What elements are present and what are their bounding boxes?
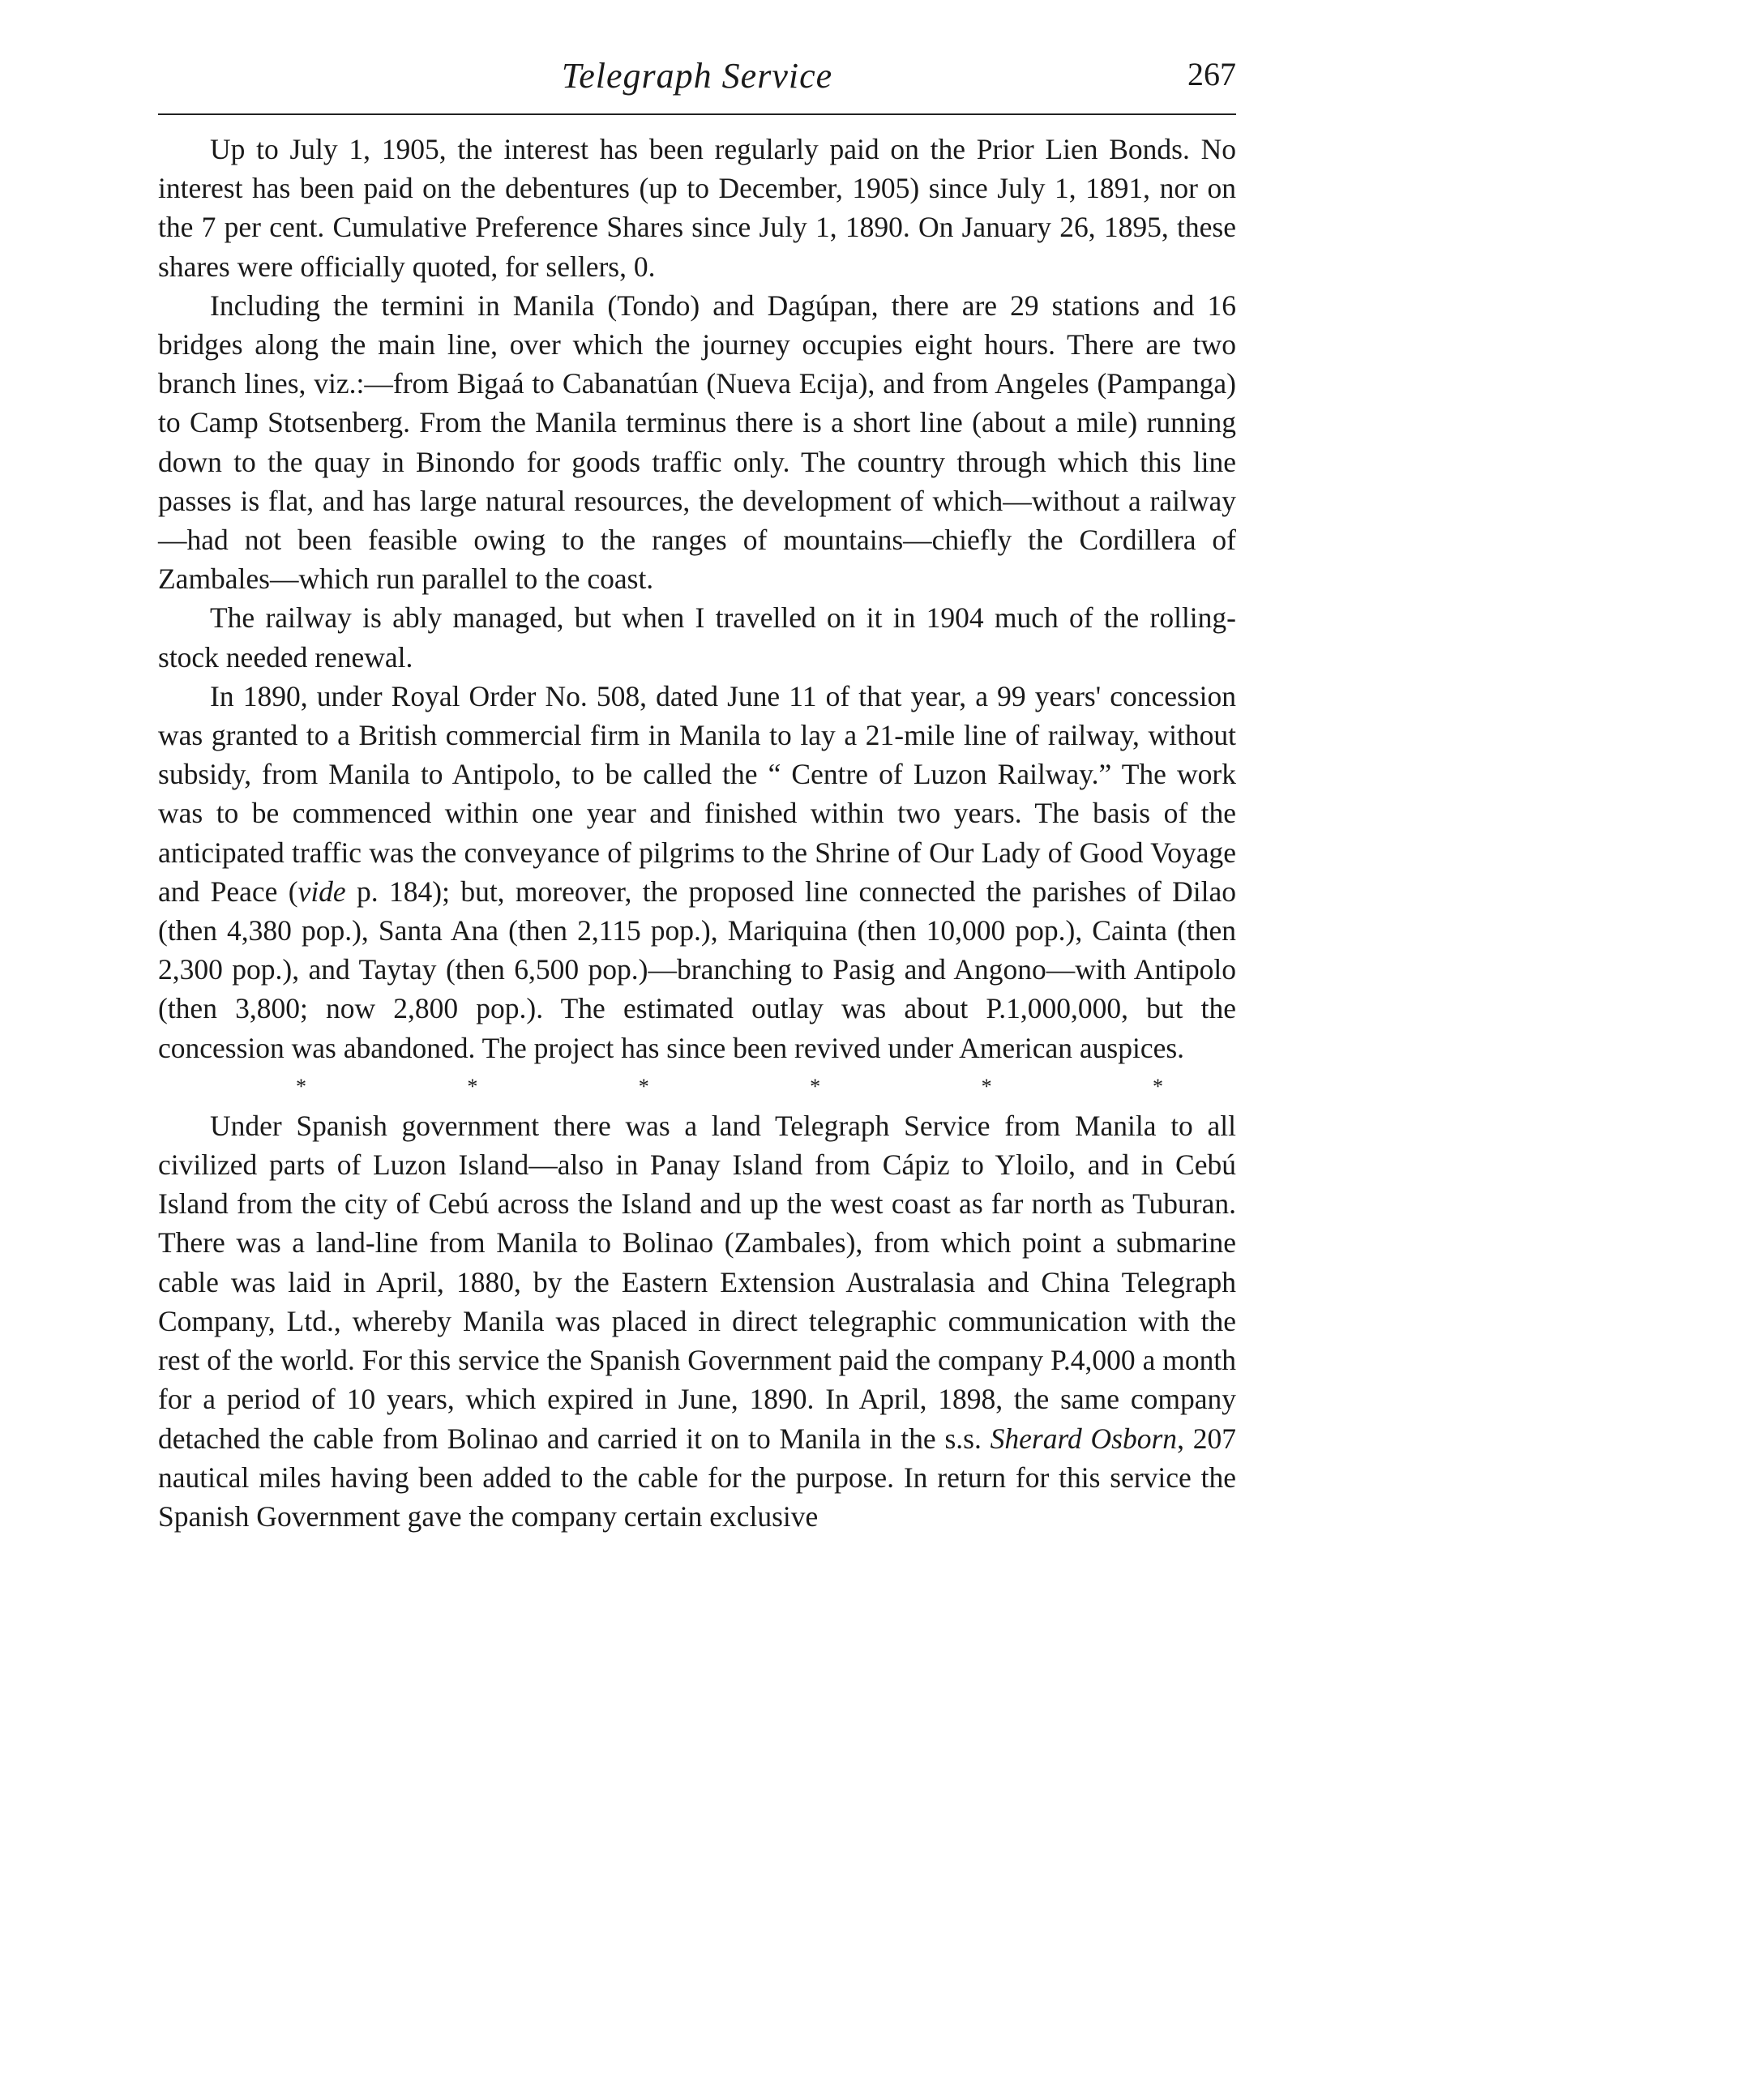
asterisk: * [296,1074,306,1098]
section-separator [158,1067,1236,1106]
asterisk: * [467,1074,478,1098]
paragraph-text-after: p. 184); but, moreover, the proposed line connected the parishes of Dilao (then 4,380 pop.), Santa Ana (then 2,115 pop.), Mariquina (then 10,000 pop.), Cainta (then 2,300 pop.), and Taytay (then 6,500 pop.)—branching to Pasig and Angono—with Antipolo (then 3,800; now 2,800 pop.). The estimated outlay was about P.1,000,000, but the concession was abandoned. The project has since been revived under American auspices. [158,875,1236,1064]
running-head [158,49,1236,113]
italic-ship-name: Sherard Osborn [990,1422,1178,1455]
paragraph-text-after: , 207 nautical miles having been added to the cable for the purpose. In return for this service the Spanish Government gave the company certain exclusive [158,1422,1236,1533]
paragraph-railway-managed: The railway is ably managed, but when I travelled on it in 1904 much of the rolling-stock needed renewal. [158,601,1236,674]
paragraph-telegraph-service [158,1106,1236,1536]
paragraph-text-before: In 1890, under Royal Order No. 508, dated June 11 of that year, a 99 years' concession was granted to a British commercial firm in Manila to lay a 21-mile line of railway, without subsidy, from Manila to Antipolo, to be called the “ Centre of Luzon Railway.” The work was to be commenced within one year and finished within two years. The basis of the anticipated traffic was the conveyance of pilgrims to the Shrine of Our Lady of Good Voyage and Peace ( [158,679,1236,908]
asterisk: * [810,1074,821,1098]
book-page [158,49,1236,1536]
asterisk: * [1152,1074,1163,1098]
running-title: Telegraph Service [561,56,833,96]
asterisk: * [981,1074,992,1098]
paragraph-antipolo-concession [158,677,1236,1067]
page-number: 267 [1187,56,1236,92]
paragraph-text-before: Under Spanish government there was a land Telegraph Service from Manila to all civilized parts of Luzon Island—also in Panay Island from Cápiz to Yloilo, and in Cebú Island from the city of Cebú across the Island and up the west coast as far north as Tuburan. There was a land-line from Manila to Bolinao (Zambales), from which point a submarine cable was laid in April, 1880, by the Eastern Extension Australasia and China Telegraph Company, Ltd., whereby Manila was placed in direct telegraphic communication with the rest of the world. For this service the Spanish Government paid the company P.4,000 a month for a period of 10 years, which expired in June, 1890. In April, 1898, the same company detached the cable from Bolinao and carried it on to Manila in the s.s. [158,1109,1236,1455]
paragraph-prior-lien-bonds: Up to July 1, 1905, the interest has been regularly paid on the Prior Lien Bonds. No interest has been paid on the debentures (up to December, 1905) since July 1, 1891, nor on the 7 per cent. Cumulative Preference Shares since July 1, 1890. On January 26, 1895, these shares were officially quoted, for sellers, 0. [158,133,1236,283]
asterisk: * [638,1074,649,1098]
italic-vide: vide [297,875,346,908]
paragraph-stations-and-branches: Including the termini in Manila (Tondo) and Dagúpan, there are 29 stations and 16 bridges along the main line, over which the journey occupies eight hours. There are two branch lines, viz.:—from Bigaá to Cabanatúan (Nueva Ecija), and from Angeles (Pampanga) to Camp Stotsenberg. From the Manila terminus there is a short line (about a mile) running down to the quay in Binondo for goods traffic only. The country through which this line passes is flat, and has large natural resources, the development of which—without a railway—had not been feasible owing to the ranges of mountains—chiefly the Cordillera of Zambales—which run parallel to the coast. [158,289,1236,596]
header-rule [158,113,1236,115]
